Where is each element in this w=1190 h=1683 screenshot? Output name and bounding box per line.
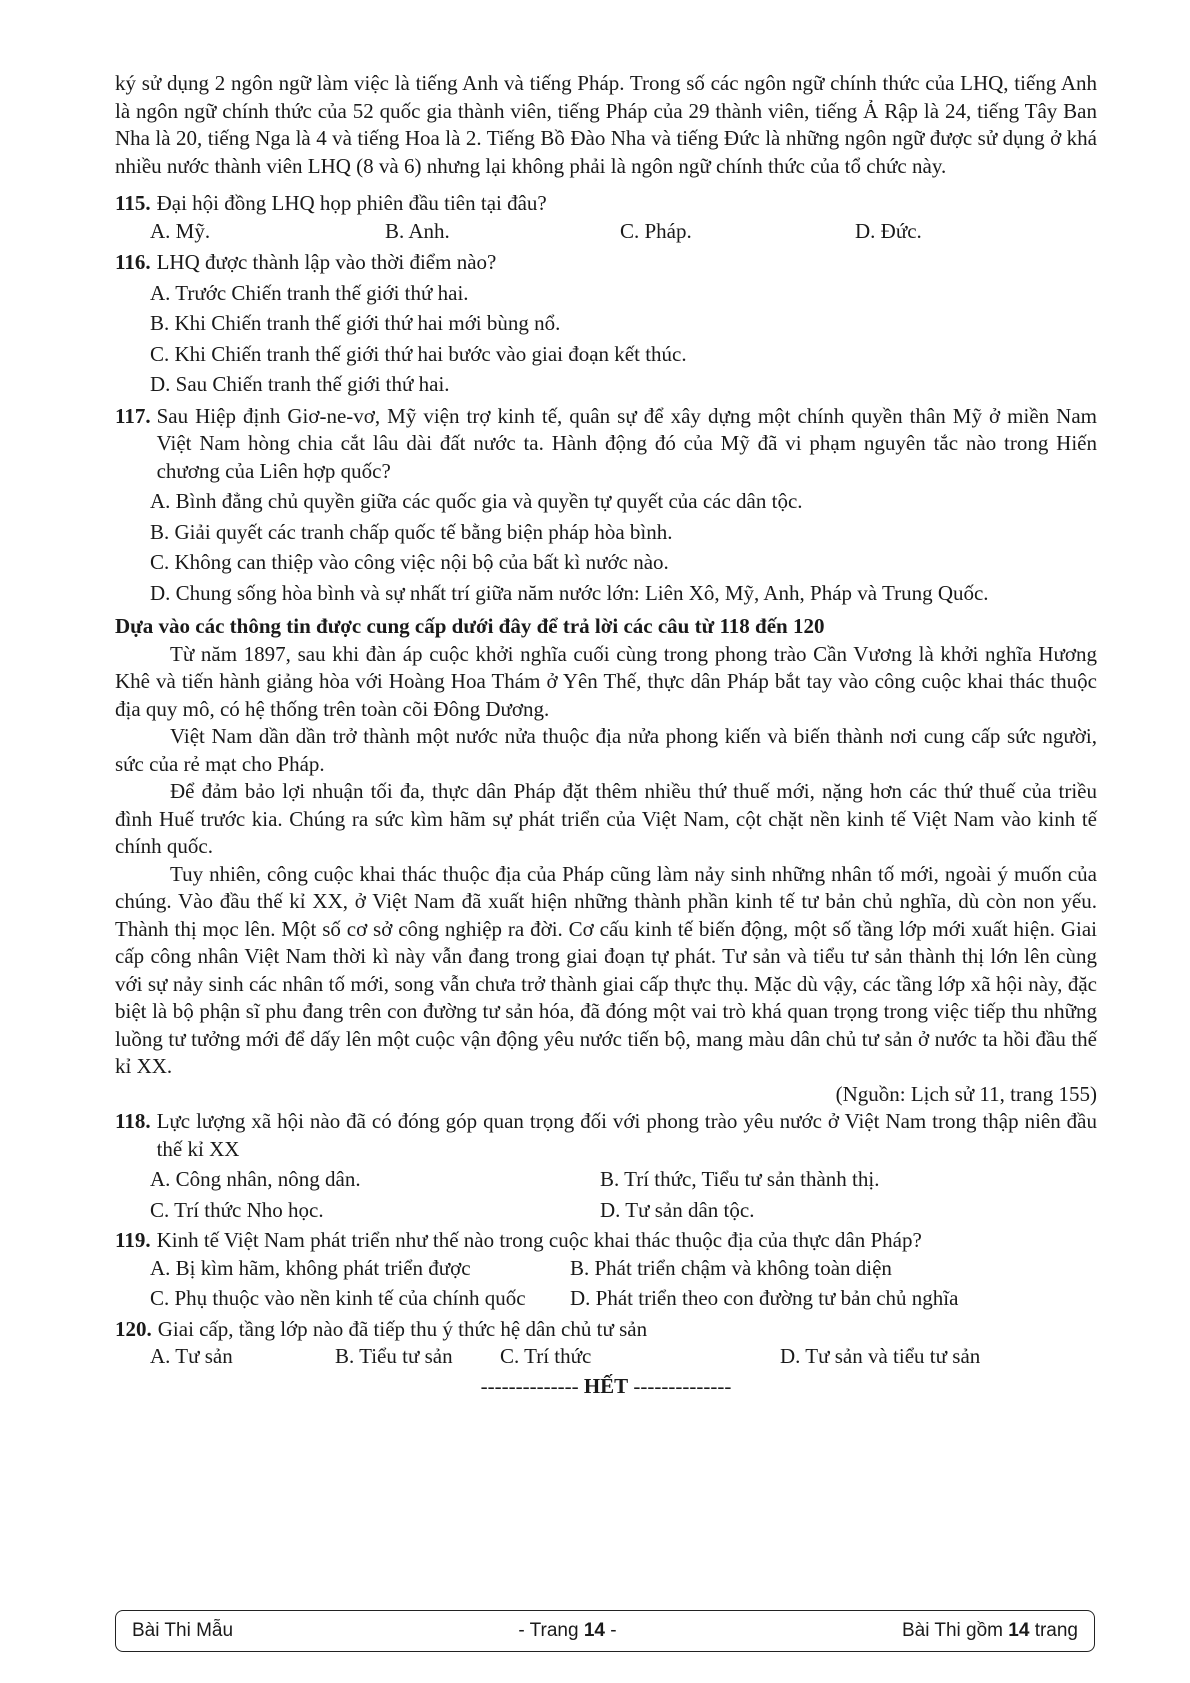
page-content — [115, 70, 1097, 1400]
option-a[interactable]: A. Công nhân, nông dân. — [150, 1167, 361, 1191]
footer-left: Bài Thi Mẫu — [132, 1620, 234, 1641]
option-a[interactable]: A. Trước Chiến tranh thế giới thứ hai. — [150, 280, 469, 305]
question-text: Sau Hiệp định Giơ-ne-vơ, Mỹ viện trợ kinh tế, quân sự để xây dựng một chính quyền thân Mỹ ở miền Nam Việt Nam hòng chia cắt lâu dài đất nước ta. Hành động đó của Mỹ đã vi phạm nguyên tắc nào trong Hiến chương của Liên hợp quốc? — [156, 403, 1097, 483]
option-d[interactable]: D. Tư sản dân tộc. — [600, 1197, 755, 1222]
option-d[interactable]: D. Tư sản và tiểu tư sản — [780, 1344, 981, 1368]
question-115 — [115, 190, 1097, 245]
option-a[interactable]: A. Tư sản — [150, 1344, 233, 1368]
question-number: 118. — [115, 1109, 151, 1133]
question-118 — [115, 1108, 1097, 1224]
option-d[interactable]: D. Chung sống hòa bình và sự nhất trí giữa năm nước lớn: Liên Xô, Mỹ, Anh, Pháp và Trung Quốc. — [150, 580, 989, 605]
end-marker — [115, 1373, 1097, 1401]
footer-page-prefix: - Trang — [518, 1620, 579, 1641]
options-row — [115, 1166, 1097, 1194]
question-number: 119. — [115, 1228, 151, 1252]
options-row — [115, 1285, 1097, 1313]
option-a[interactable]: A. Mỹ. — [150, 218, 211, 243]
footer-total-pages — [902, 1620, 1078, 1642]
question-119 — [115, 1227, 1097, 1313]
options-row — [115, 218, 1097, 246]
option-c[interactable]: C. Không can thiệp vào công việc nội bộ của bất kì nước nào. — [150, 550, 669, 574]
page-footer — [115, 1610, 1095, 1652]
option-b[interactable]: B. Khi Chiến tranh thế giới thứ hai mới bùng nổ. — [150, 311, 561, 335]
option-b[interactable]: B. Tiểu tư sản — [335, 1344, 453, 1368]
option-c[interactable]: C. Trí thức Nho học. — [150, 1197, 324, 1222]
options-row — [115, 1343, 1097, 1371]
question-text: Đại hội đồng LHQ họp phiên đầu tiên tại đâu? — [156, 191, 547, 215]
footer-total-number: 14 — [1008, 1620, 1030, 1641]
question-number: 117. — [115, 403, 151, 428]
passage-paragraph: Việt Nam dần dần trở thành một nước nửa thuộc địa nửa phong kiến và biến thành nơi cung cấp sức người, sức của rẻ mạt cho Pháp. — [115, 724, 1097, 776]
option-c[interactable]: C. Pháp. — [620, 218, 692, 243]
end-dashes-right: -------------- — [633, 1373, 732, 1398]
option-c[interactable]: C. Phụ thuộc vào nền kinh tế của chính quốc — [150, 1286, 526, 1310]
option-b[interactable]: B. Phát triển chậm và không toàn diện — [570, 1255, 892, 1280]
question-116 — [115, 249, 1097, 399]
end-dashes-left: -------------- — [480, 1373, 579, 1398]
intro-paragraph: ký sử dụng 2 ngôn ngữ làm việc là tiếng Anh và tiếng Pháp. Trong số các ngôn ngữ chính thức của LHQ, tiếng Anh là ngôn ngữ chính thức của 52 quốc gia thành viên, tiếng Pháp của 29 thành viên, tiếng Ả Rập là 24, tiếng Tây Ban Nha là 20, tiếng Nga là 4 và tiếng Hoa là 2. Tiếng Bồ Đào Nha và tiếng Đức là những ngôn ngữ được sử dụng ở khá nhiều nước thành viên LHQ (8 và 6) nhưng lại không phải là ngôn ngữ chính thức của tổ chức này. — [115, 71, 1097, 178]
passage-paragraph: Tuy nhiên, công cuộc khai thác thuộc địa của Pháp cũng làm nảy sinh những nhân tố mới, ngoài ý muốn của chúng. Vào đầu thế kỉ XX, ở Việt Nam đã xuất hiện những thành phần kinh tế tư bản chủ nghĩa, dù còn non yếu. Thành thị mọc lên. Một số cơ sở công nghiệp ra đời. Cơ cấu kinh tế biến động, một số tầng lớp mới xuất hiện. Giai cấp công nhân Việt Nam thời kì này vẫn đang trong giai đoạn tự phát. Tư sản và tiểu tư sản thành thị lớn lên cùng với sự nảy sinh các nhân tố mới, song vẫn chưa trở thành giai cấp thực thụ. Mặc dù vậy, các tầng lớp xã hội này, đặc biệt là bộ phận sĩ phu đang trên con đường tư sản hóa, đã đóng một vai trò khá quan trọng trong việc tiếp thu những luồng tư tưởng mới để dấy lên một cuộc vận động yêu nước tiến bộ, mang màu dân chủ tư sản ở nước ta hồi đầu thế kỉ XX. — [115, 861, 1097, 1078]
option-d[interactable]: D. Phát triển theo con đường tư bản chủ nghĩa — [570, 1286, 959, 1310]
option-b[interactable]: B. Giải quyết các tranh chấp quốc tế bằng biện pháp hòa bình. — [150, 519, 673, 544]
end-label: HẾT — [583, 1373, 629, 1398]
question-number: 115. — [115, 191, 151, 215]
option-c[interactable]: C. Trí thức — [500, 1344, 592, 1368]
question-text: Giai cấp, tầng lớp nào đã tiếp thu ý thức hệ dân chủ tư sản — [157, 1316, 648, 1341]
footer-total-prefix: Bài Thi gồm — [901, 1620, 1003, 1641]
question-number: 116. — [115, 250, 151, 274]
footer-total-suffix: trang — [1034, 1620, 1078, 1641]
question-text: LHQ được thành lập vào thời điểm nào? — [156, 250, 497, 274]
passage-heading: Dựa vào các thông tin được cung cấp dưới đây để trả lời các câu từ 118 đến 120 — [115, 614, 825, 638]
footer-page-number: 14 — [583, 1620, 605, 1641]
option-a[interactable]: A. Bình đẳng chủ quyền giữa các quốc gia và quyền tự quyết của các dân tộc. — [150, 489, 803, 513]
option-b[interactable]: B. Anh. — [385, 218, 450, 243]
footer-page-indicator — [518, 1620, 616, 1642]
options-row — [115, 1255, 1097, 1283]
option-a[interactable]: A. Bị kìm hãm, không phát triển được — [150, 1255, 471, 1280]
question-117 — [115, 403, 1097, 608]
passage-source: (Nguồn: Lịch sử 11, trang 155) — [835, 1081, 1097, 1106]
footer-page-suffix: - — [610, 1620, 617, 1641]
reading-passage — [115, 613, 1097, 1108]
question-text: Kinh tế Việt Nam phát triển như thế nào trong cuộc khai thác thuộc địa của thực dân Pháp? — [156, 1228, 922, 1252]
option-d[interactable]: D. Đức. — [855, 218, 922, 243]
options-row — [115, 1197, 1097, 1225]
passage-paragraph: Từ năm 1897, sau khi đàn áp cuộc khởi nghĩa cuối cùng trong phong trào Cần Vương là khởi nghĩa Hương Khê và tiến hành giảng hòa với Hoàng Hoa Thám ở Yên Thế, thực dân Pháp bắt tay vào công cuộc khai thác thuộc địa quy mô, có hệ thống trên toàn cõi Đông Dương. — [115, 641, 1097, 721]
option-b[interactable]: B. Trí thức, Tiểu tư sản thành thị. — [600, 1167, 880, 1191]
question-120 — [115, 1316, 1097, 1371]
option-c[interactable]: C. Khi Chiến tranh thế giới thứ hai bước vào giai đoạn kết thúc. — [150, 341, 687, 366]
question-number: 120. — [115, 1316, 152, 1341]
passage-paragraph: Để đảm bảo lợi nhuận tối đa, thực dân Pháp đặt thêm nhiều thứ thuế mới, nặng hơn các thứ thuế của triều đình Huế trước kia. Chúng ra sức kìm hãm sự phát triển của Việt Nam, cột chặt nền kinh tế Việt Nam vào kinh tế chính quốc. — [115, 779, 1097, 858]
option-d[interactable]: D. Sau Chiến tranh thế giới thứ hai. — [150, 372, 450, 396]
question-text: Lực lượng xã hội nào đã có đóng góp quan trọng đối với phong trào yêu nước ở Việt Nam trong thập niên đầu thế kỉ XX — [156, 1109, 1097, 1161]
